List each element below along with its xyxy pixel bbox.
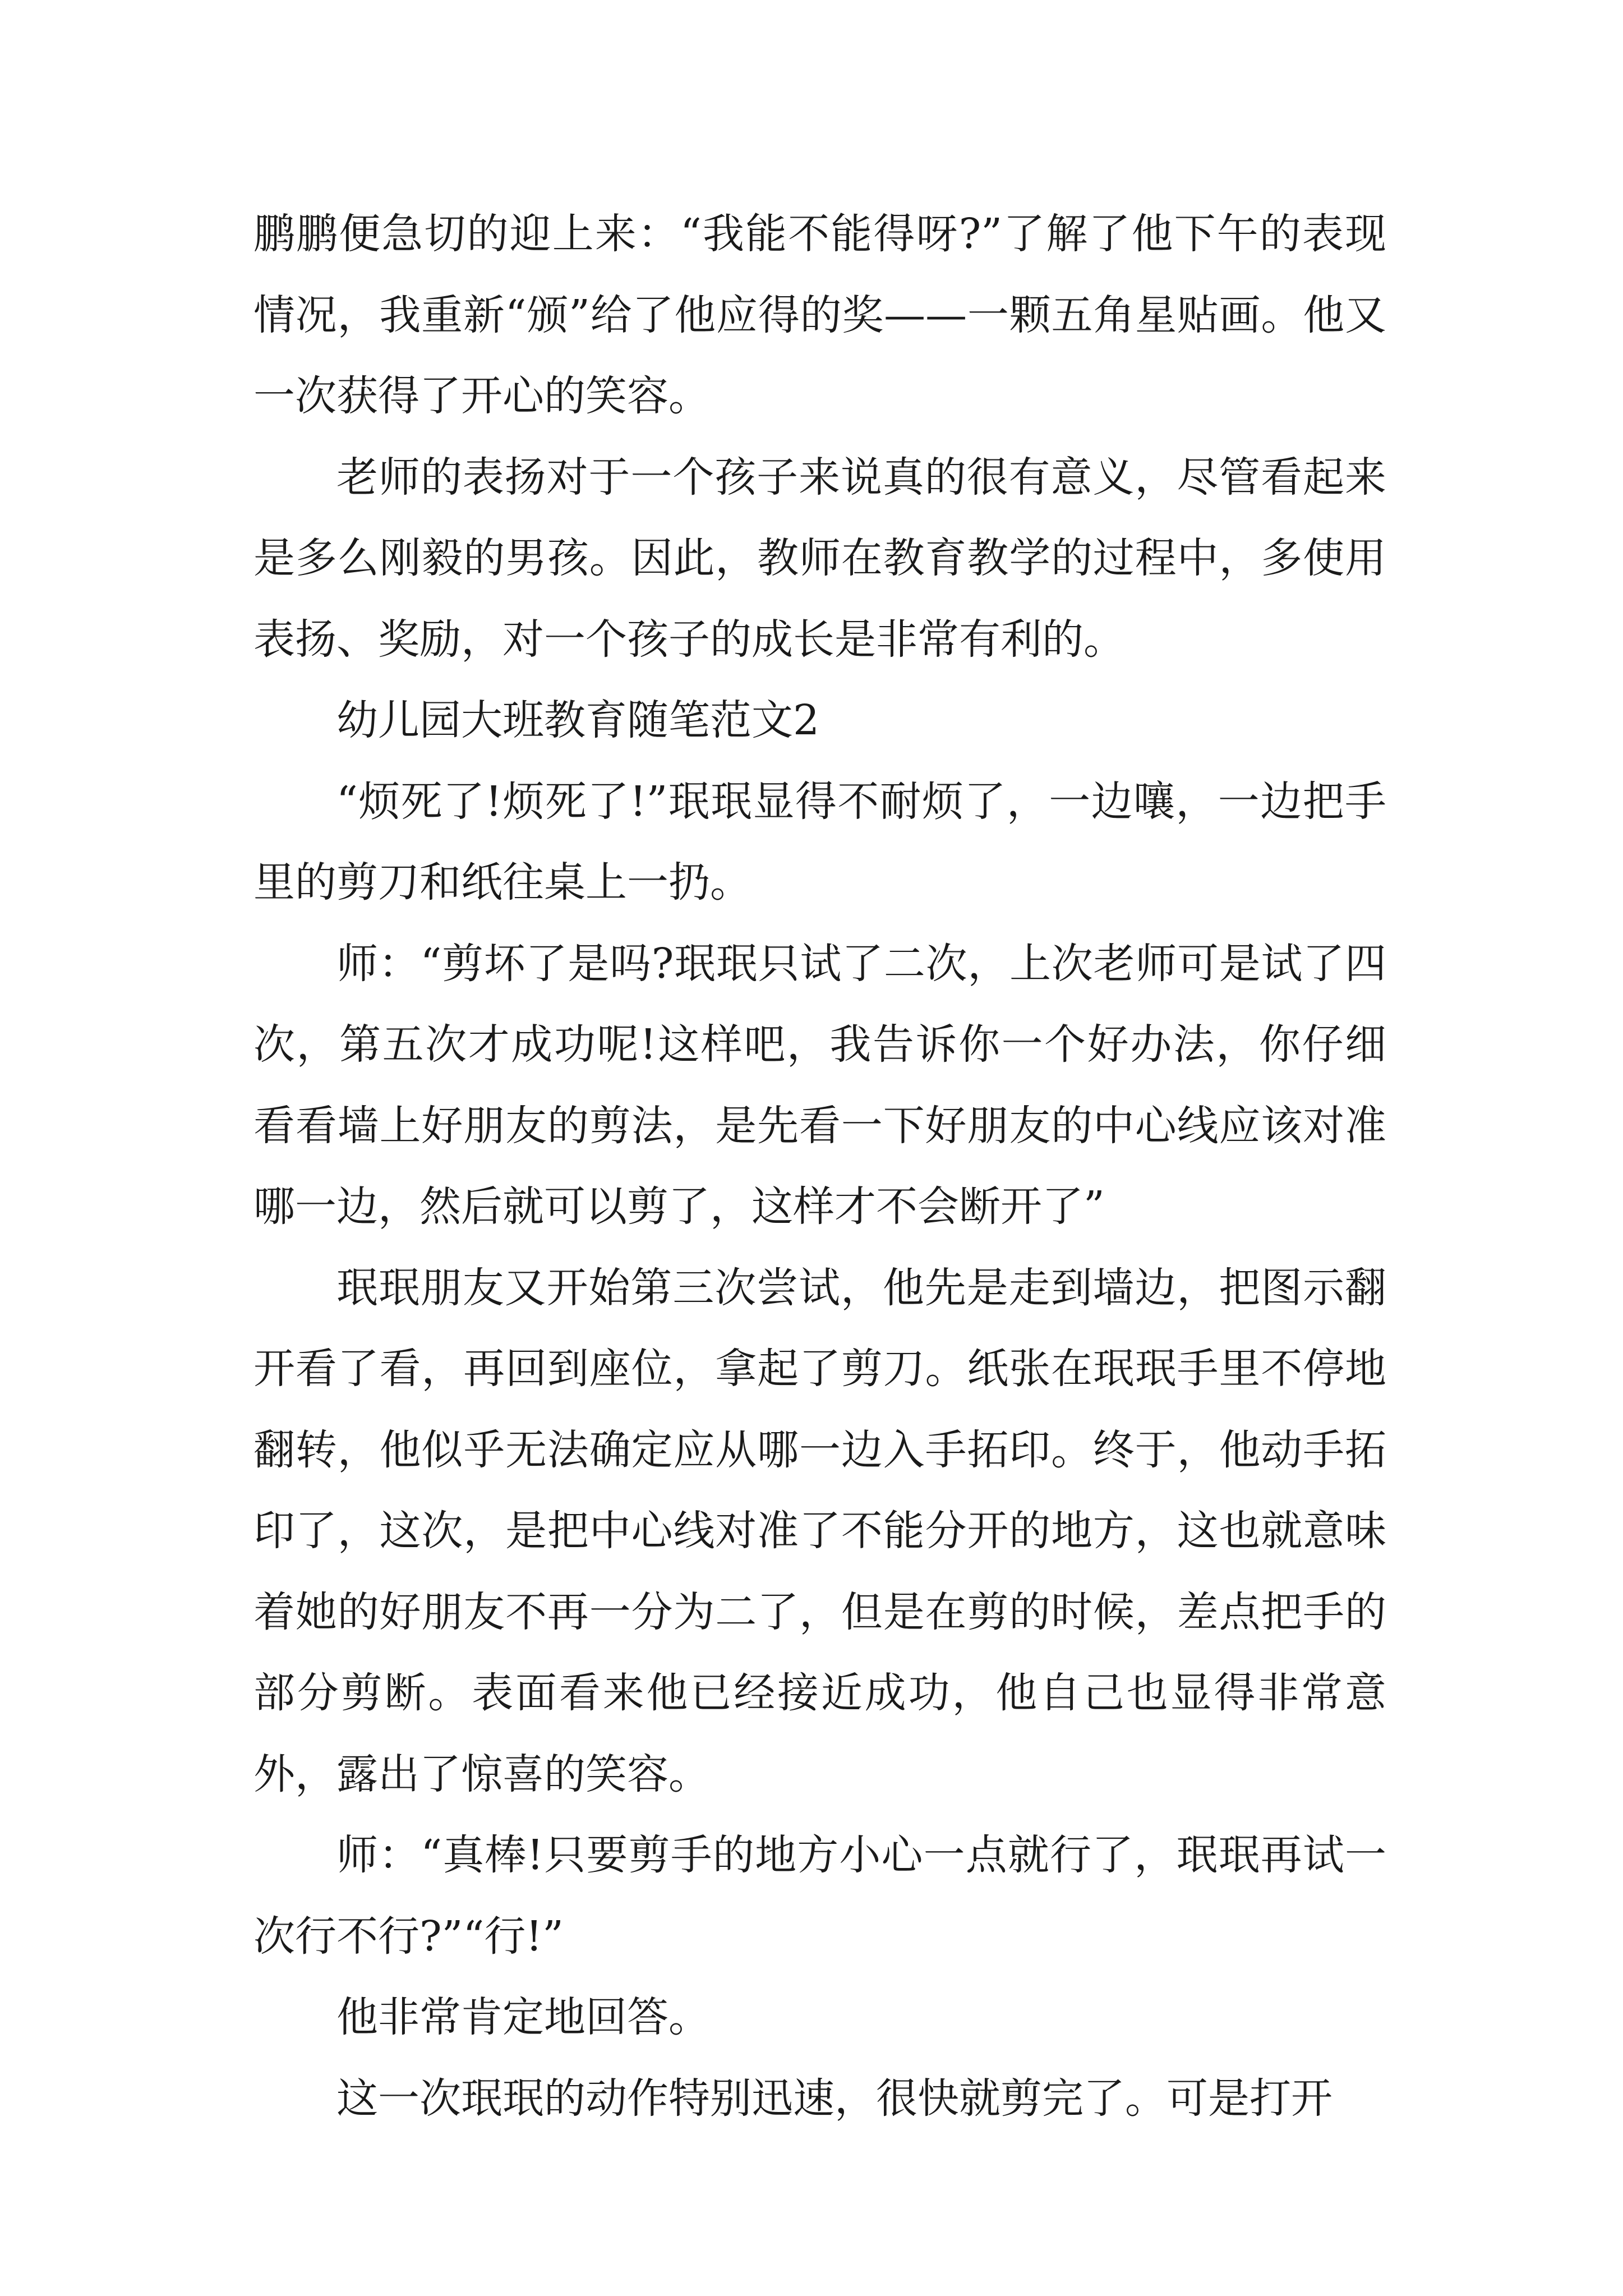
paragraph: 这一次珉珉的动作特别迅速，很快就剪完了。可是打开 — [336, 2074, 1332, 2123]
paragraph: 珉珉朋友又开始第三次尝试，他先是走到墙边，把图示翻开看了看，再回到座位，拿起了剪刀。纸张在珉珉手里不停地翻转，他似乎无法确定应从哪一边入手拓印。终于，他动手拓印了，这次，是把中心线对准了不能分开的地方，这也就意味着她的好朋友不再一分为二了，但是在剪的时候，差点把手的部分剪断。表面看来他已经接近成功，他自己也显得非常意外，露出了惊喜的笑容。 — [253, 1263, 1386, 1798]
section-heading: 幼儿园大班教育随笔范文2 — [336, 696, 820, 744]
paragraph: 他非常肯定地回答。 — [336, 1993, 710, 2041]
paragraph: 师：“真棒!只要剪手的地方小心一点就行了，珉珉再试一次行不行?”“行!” — [253, 1831, 1386, 1961]
paragraph: 鹏鹏便急切的迎上来：“我能不能得呀?”了解了他下午的表现情况，我重新“颁”给了他应得的奖——一颗五角星贴画。他又一次获得了开心的笑容。 — [253, 210, 1386, 420]
paragraph: “烦死了!烦死了!”珉珉显得不耐烦了，一边嚷，一边把手里的剪刀和纸往桌上一扔。 — [253, 777, 1386, 907]
paragraph: 师：“剪坏了是吗?珉珉只试了二次，上次老师可是试了四次，第五次才成功呢!这样吧，我告诉你一个好办法，你仔细看看墙上好朋友的剪法，是先看一下好朋友的中心线应该对准哪一边，然后就可以剪了，这样才不会断开了” — [253, 939, 1386, 1231]
paragraph: 老师的表扬对于一个孩子来说真的很有意义，尽管看起来是多么刚毅的男孩。因此，教师在教育教学的过程中，多使用表扬、奖励，对一个孩子的成长是非常有利的。 — [253, 453, 1386, 664]
document-body — [253, 194, 1386, 2139]
